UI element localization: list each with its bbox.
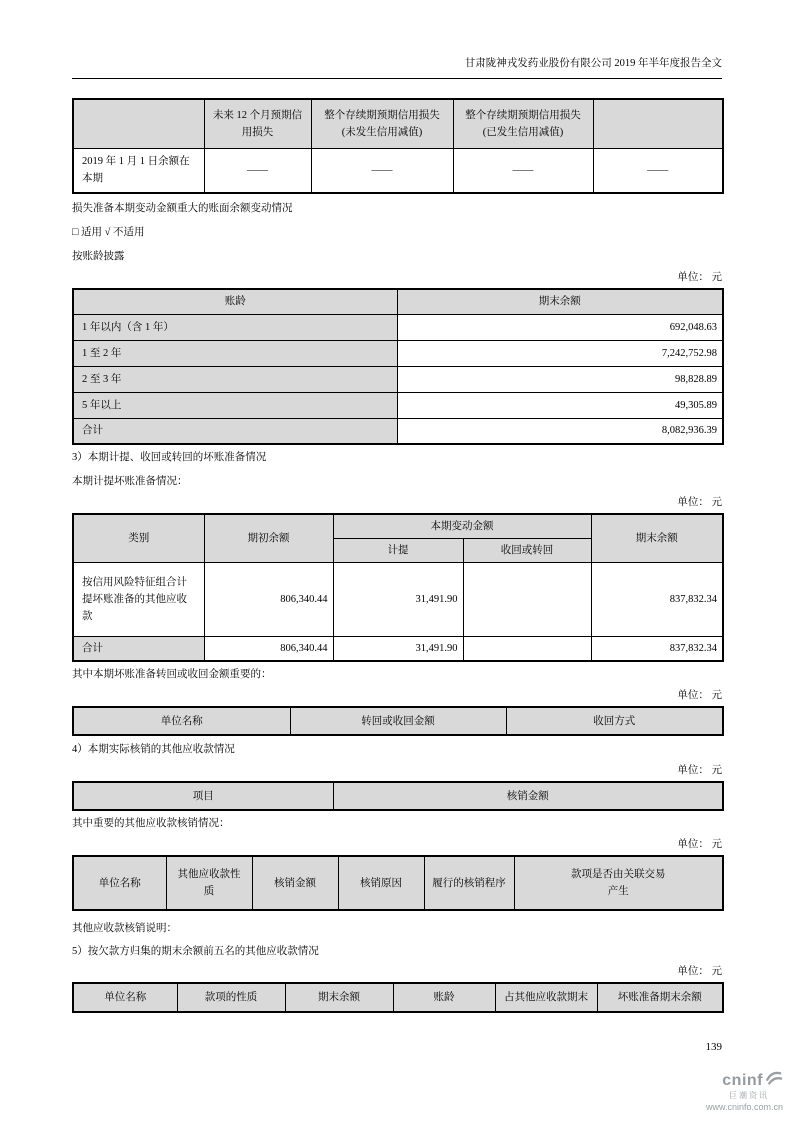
important-recovery-label: 其中本期坏账准备转回或收回金额重要的： [72, 669, 272, 680]
aging-row-value: 7,242,752.98 [397, 340, 723, 366]
section-4-title: 4）本期实际核销的其他应收款情况 [72, 744, 235, 755]
writeoff-detail-header-reason: 核销原因 [338, 856, 424, 910]
provision-table [72, 513, 724, 662]
unit-label-4: 单位： 元 [677, 765, 722, 776]
ecl-row-label: 2019 年 1 月 1 日余额在本期 [73, 148, 204, 193]
top5-header-nature: 款项的性质 [177, 983, 285, 1012]
ecl-header-lifetime-impaired [453, 99, 593, 148]
provision-row-label: 按信用风险特征组合计提坏账准备的其他应收款 [73, 562, 204, 636]
writeoff-detail-header-unit: 单位名称 [73, 856, 166, 910]
aging-row-label: 2 至 3 年 [73, 366, 397, 392]
cninfo-swirl-icon [765, 1070, 783, 1091]
ecl-header-lifetime-no-impair [311, 99, 453, 148]
provision-row-recover [463, 562, 591, 636]
ecl-balance-row [73, 148, 723, 193]
aging-row-3 [73, 366, 723, 392]
aging-row-value: 692,048.63 [397, 314, 723, 340]
top5-header-baddebt: 坏账准备期末余额 [597, 983, 723, 1012]
aging-header-age: 账龄 [73, 289, 397, 314]
ecl-row-dash-3: —— [453, 148, 593, 193]
cninfo-caption: 巨潮资讯 [729, 1091, 769, 1100]
recovery-header-unit: 单位名称 [73, 707, 290, 735]
provision-header-recover: 收回或转回 [463, 538, 591, 562]
cninfo-logo [663, 1070, 783, 1113]
provision-header-row-1 [73, 514, 723, 538]
ecl-row-dash-2: —— [311, 148, 453, 193]
unit-label-3: 单位： 元 [677, 690, 722, 701]
ecl-row-dash-1: —— [204, 148, 311, 193]
report-header-title: 甘肃陇神戎发药业股份有限公司 2019 年半年度报告全文 [72, 0, 722, 79]
provision-header-closing: 期末余额 [591, 514, 723, 562]
aging-row-2 [73, 340, 723, 366]
aging-row-label: 5 年以上 [73, 392, 397, 418]
recovery-header-amount: 转回或收回金额 [290, 707, 506, 735]
ecl-row-dash-4: —— [593, 148, 723, 193]
recovery-header-row [73, 707, 723, 735]
provision-header-opening: 期初余额 [204, 514, 333, 562]
writeoff-detail-table [72, 855, 724, 911]
provision-row-total [73, 636, 723, 661]
writeoff-detail-header-row [73, 856, 723, 910]
aging-total-label: 合计 [73, 418, 397, 444]
top5-header-unit: 单位名称 [73, 983, 177, 1012]
aging-row-label: 1 至 2 年 [73, 340, 397, 366]
provision-row-opening: 806,340.44 [204, 562, 333, 636]
section-5-title: 5）按欠款方归集的期末余额前五名的其他应收款情况 [72, 946, 319, 957]
aging-row-value: 49,305.89 [397, 392, 723, 418]
ecl-header-empty-2 [593, 99, 723, 148]
provision-row-portfolio [73, 562, 723, 636]
ecl-table [72, 98, 724, 194]
writeoff-detail-header-amount: 核销金额 [252, 856, 338, 910]
aging-row-total [73, 418, 723, 444]
cninfo-brand-text: cninf [722, 1071, 763, 1089]
writeoff-table [72, 781, 724, 811]
top5-header-balance: 期末余额 [285, 983, 393, 1012]
aging-total-value: 8,082,936.39 [397, 418, 723, 444]
top5-header-proportion: 占其他应收款期末 [495, 983, 597, 1012]
ecl-header-lifetime-no-impair-text: 整个存续期预期信用损失 (未发生信用减值) [324, 109, 440, 138]
unit-label-6: 单位： 元 [677, 966, 722, 977]
provision-row-accrual: 31,491.90 [333, 562, 463, 636]
recovery-table [72, 706, 724, 736]
cninfo-brand-row [663, 1070, 783, 1091]
loss-change-title: 损失准备本期变动金额重大的账面余额变动情况 [72, 203, 293, 214]
top5-header-aging: 账龄 [393, 983, 495, 1012]
aging-header-balance: 期末余额 [397, 289, 723, 314]
section-3-subtitle: 本期计提坏账准备情况： [72, 476, 188, 487]
applicable-line: □ 适用 √ 不适用 [72, 227, 145, 238]
writeoff-detail-header-related-text: 款项是否由关联交易产生 [571, 869, 666, 897]
provision-row-closing: 837,832.34 [591, 562, 723, 636]
provision-total-label: 合计 [73, 636, 204, 661]
aging-row-4 [73, 392, 723, 418]
aging-disclosure-label: 按账龄披露 [72, 251, 125, 262]
provision-total-opening: 806,340.44 [204, 636, 333, 661]
top5-table [72, 982, 724, 1013]
unit-label-2: 单位： 元 [677, 497, 722, 508]
aging-row-1 [73, 314, 723, 340]
provision-header-change-group: 本期变动金额 [333, 514, 591, 538]
aging-table [72, 288, 724, 445]
provision-header-accrual: 计提 [333, 538, 463, 562]
provision-header-category: 类别 [73, 514, 204, 562]
writeoff-header-row [73, 782, 723, 810]
page-number: 139 [705, 1041, 722, 1053]
aging-row-label: 1 年以内（含 1 年） [73, 314, 397, 340]
ecl-header-lifetime-impaired-text: 整个存续期预期信用损失 (已发生信用减值) [465, 109, 581, 138]
ecl-header-empty-1 [73, 99, 204, 148]
writeoff-note-label: 其他应收款核销说明： [72, 923, 177, 934]
ecl-header-12m: 未来 12 个月预期信用损失 [204, 99, 311, 148]
writeoff-detail-header-nature: 其他应收款性质 [166, 856, 252, 910]
aging-row-value: 98,828.89 [397, 366, 723, 392]
cninfo-url: www.cninfo.com.cn [705, 1102, 783, 1112]
unit-label-1: 单位： 元 [677, 272, 722, 283]
unit-label-5: 单位： 元 [677, 839, 722, 850]
important-writeoff-label: 其中重要的其他应收款核销情况： [72, 818, 230, 829]
writeoff-detail-header-related [514, 856, 723, 910]
provision-total-closing: 837,832.34 [591, 636, 723, 661]
aging-header-row [73, 289, 723, 314]
page-content [72, 0, 722, 1013]
provision-total-recover [463, 636, 591, 661]
ecl-header-row [73, 99, 723, 148]
provision-total-accrual: 31,491.90 [333, 636, 463, 661]
writeoff-header-amount: 核销金额 [333, 782, 723, 810]
top5-header-row [73, 983, 723, 1012]
writeoff-detail-header-procedure: 履行的核销程序 [424, 856, 514, 910]
recovery-header-method: 收回方式 [506, 707, 723, 735]
section-3-title: 3）本期计提、收回或转回的坏账准备情况 [72, 452, 267, 463]
writeoff-header-item: 项目 [73, 782, 333, 810]
